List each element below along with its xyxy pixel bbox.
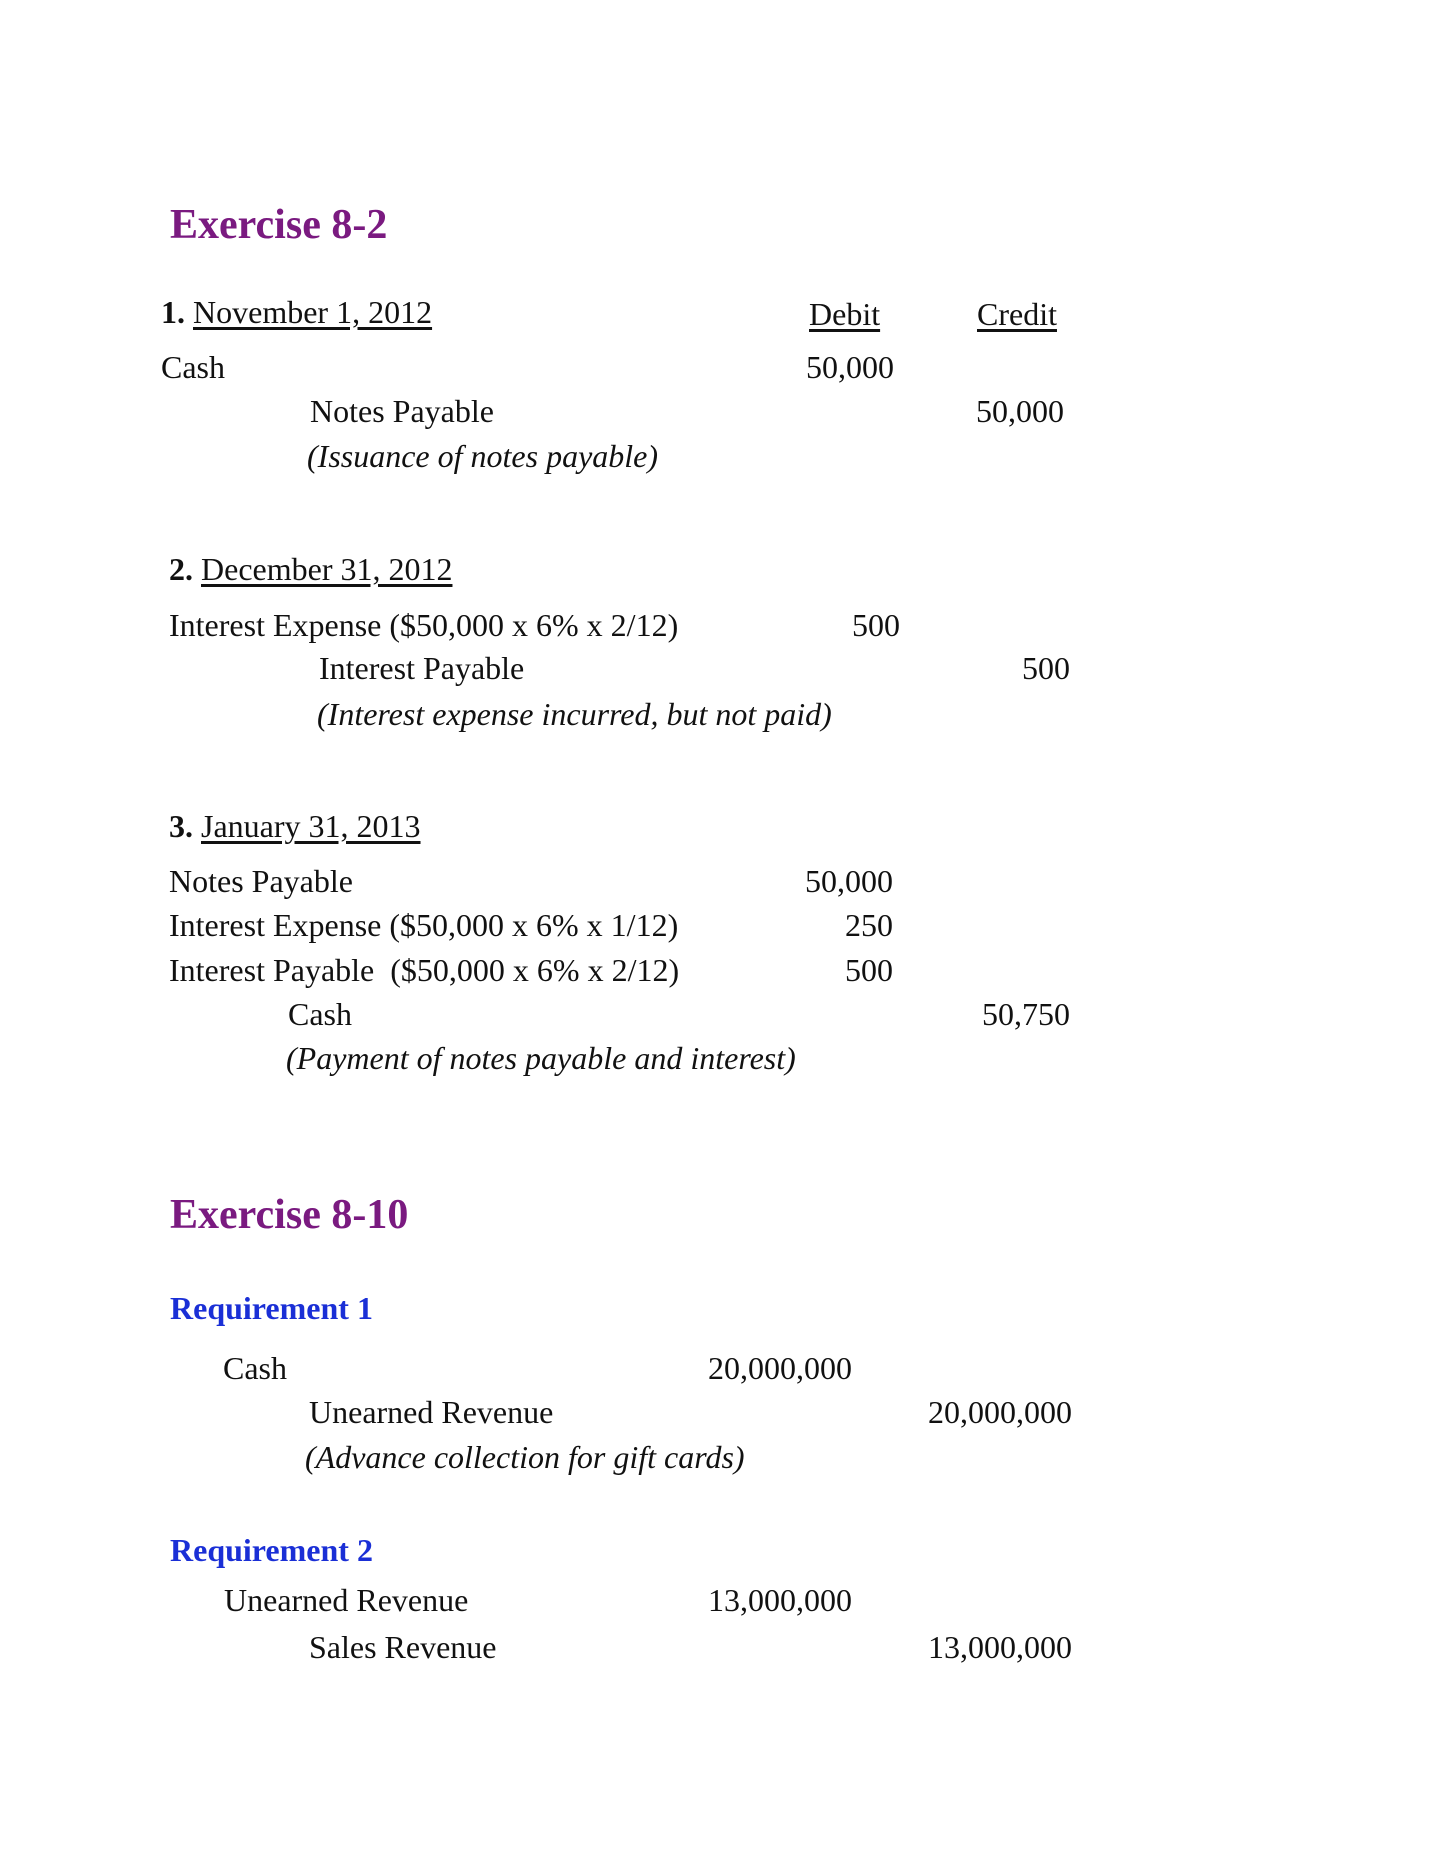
req-1-debit-account: Cash — [223, 1350, 287, 1386]
entry-1-memo: (Issuance of notes payable) — [307, 438, 659, 474]
entry-2-debit-amount: 500 — [852, 607, 900, 643]
exercise-8-10-title: Exercise 8-10 — [170, 1192, 409, 1238]
entry-3-line-2-debit: 250 — [845, 907, 893, 943]
requirement-1-label: Requirement 1 — [170, 1290, 373, 1326]
req-2-credit-amount: 13,000,000 — [928, 1629, 1072, 1665]
req-1-debit-amount: 20,000,000 — [708, 1350, 852, 1386]
entry-2-number: 2. — [169, 551, 193, 587]
entry-3-number: 3. — [169, 808, 193, 844]
entry-3-header — [169, 810, 421, 842]
req-2-debit-account: Unearned Revenue — [224, 1582, 469, 1618]
entry-3-line-4-credit: 50,750 — [982, 996, 1070, 1032]
credit-column-header: Credit — [977, 296, 1057, 332]
entry-3-date: January 31, 2013 — [201, 808, 421, 844]
entry-1-credit-amount: 50,000 — [976, 393, 1064, 429]
entry-2-credit-account: Interest Payable — [319, 650, 525, 686]
entry-3-line-3-account: Interest Payable ($50,000 x 6% x 2/12) — [169, 952, 680, 988]
req-2-debit-amount: 13,000,000 — [708, 1582, 852, 1618]
entry-3-line-2-account: Interest Expense ($50,000 x 6% x 1/12) — [169, 907, 679, 943]
entry-2-debit-account: Interest Expense ($50,000 x 6% x 2/12) — [169, 607, 679, 643]
entry-2-memo: (Interest expense incurred, but not paid) — [317, 696, 832, 732]
debit-column-header: Debit — [809, 296, 881, 332]
req-2-credit-account: Sales Revenue — [309, 1629, 497, 1665]
entry-1-date: November 1, 2012 — [193, 294, 433, 330]
entry-3-line-1-debit: 50,000 — [805, 863, 893, 899]
entry-3-line-1-account: Notes Payable — [169, 863, 353, 899]
entry-3-memo: (Payment of notes payable and interest) — [286, 1040, 796, 1076]
entry-2-date: December 31, 2012 — [201, 551, 453, 587]
entry-1-debit-account: Cash — [161, 349, 225, 385]
entry-2-credit-amount: 500 — [1022, 650, 1070, 686]
exercise-8-2-title: Exercise 8-2 — [170, 202, 388, 248]
req-1-credit-amount: 20,000,000 — [928, 1394, 1072, 1430]
entry-3-line-3-debit: 500 — [845, 952, 893, 988]
req-1-credit-account: Unearned Revenue — [309, 1394, 554, 1430]
entry-3-line-4-account: Cash — [288, 996, 352, 1032]
entry-1-header — [161, 296, 432, 328]
requirement-2-label: Requirement 2 — [170, 1532, 373, 1568]
entry-1-credit-account: Notes Payable — [310, 393, 494, 429]
entry-1-debit-amount: 50,000 — [806, 349, 894, 385]
req-1-memo: (Advance collection for gift cards) — [305, 1439, 745, 1475]
entry-2-header — [169, 553, 452, 585]
entry-1-number: 1. — [161, 294, 185, 330]
